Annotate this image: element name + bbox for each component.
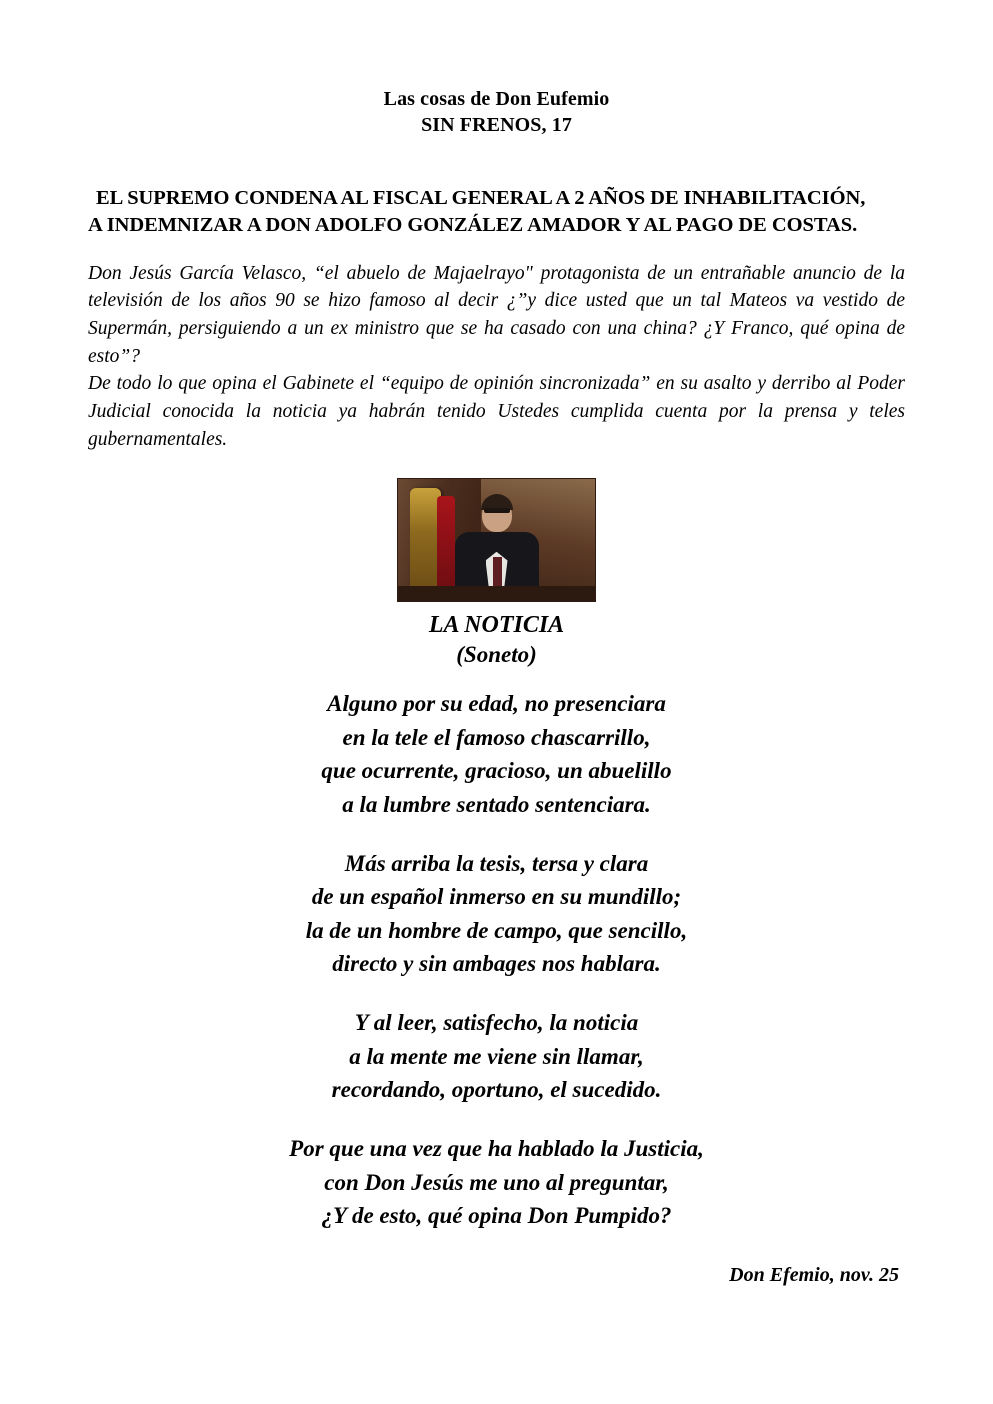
- poem-verse: directo y sin ambages nos hablara.: [332, 950, 661, 976]
- poem-stanza: [88, 1006, 905, 1106]
- poem-subtitle: (Soneto): [456, 641, 537, 667]
- photo-desk: [398, 586, 595, 601]
- poem-verse: en la tele el famoso chascarrillo,: [342, 724, 651, 750]
- poem-verse: con Don Jesús me uno al preguntar,: [324, 1169, 669, 1195]
- masthead-subtitle: SIN FRENOS, 17: [421, 114, 572, 137]
- lede-paragraph-2: De todo lo que opina el Gabinete el “equipo de opinión sincronizada” en su asalto y derribo al Poder Judicial conocida la noticia ya habrán tenido Ustedes cumplida cuenta por la prensa y teles gubernamentales.: [88, 373, 905, 450]
- poem-stanza: [88, 847, 905, 980]
- masthead-title: Las cosas de Don Eufemio: [383, 88, 610, 110]
- poem-verse: recordando, oportuno, el sucedido.: [331, 1076, 662, 1102]
- photo-red-drape: [437, 496, 455, 594]
- masthead: [88, 86, 905, 139]
- poem-verse: Por que una vez que ha hablado la Justicia,: [289, 1136, 704, 1162]
- poem-stanza: [88, 687, 905, 820]
- photo-figure-glasses: [484, 508, 510, 513]
- poem-title: LA NOTICIA: [428, 611, 565, 638]
- poem-verse: ¿Y de esto, qué opina Don Pumpido?: [321, 1202, 672, 1228]
- lede-text: [88, 260, 905, 454]
- poem-verse: Y al leer, satisfecho, la noticia: [354, 1010, 639, 1036]
- poem-verse: que ocurrente, gracioso, un abuelillo: [321, 758, 672, 784]
- fiscal-general-photo: [397, 478, 596, 602]
- poem-verse: de un español inmerso en su mundillo;: [311, 884, 682, 910]
- poem-body: [88, 687, 905, 1232]
- poem-verse: Alguno por su edad, no presenciara: [327, 691, 666, 717]
- poem-verse: a la lumbre sentado sentenciara.: [342, 791, 651, 817]
- headline: [88, 185, 905, 240]
- poem-stanza: [88, 1132, 905, 1232]
- photo-container: [88, 478, 905, 602]
- poem-verse: a la mente me viene sin llamar,: [349, 1043, 644, 1069]
- poem-verse: la de un hombre de campo, que sencillo,: [305, 917, 688, 943]
- lede-paragraph-1: Don Jesús García Velasco, “el abuelo de Majaelrayo" protagonista de un entrañable anuncio de la televisión de los años 90 se hizo famoso al decir ¿”y dice usted que un tal Mateos va vestido de Supermán, persiguiendo a un ex ministro que se ha casado con una china? ¿Y Franco, qué opina de esto”?: [88, 262, 905, 367]
- poem-verse: Más arriba la tesis, tersa y clara: [344, 850, 649, 876]
- signature: Don Efemio, nov. 25: [729, 1264, 899, 1287]
- headline-line-1: EL SUPREMO CONDENA AL FISCAL GENERAL A 2 AÑOS DE INHABILITACIÓN,: [96, 186, 866, 209]
- headline-line-2: A INDEMNIZAR A DON ADOLFO GONZÁLEZ AMADOR Y AL PAGO DE COSTAS.: [88, 214, 858, 237]
